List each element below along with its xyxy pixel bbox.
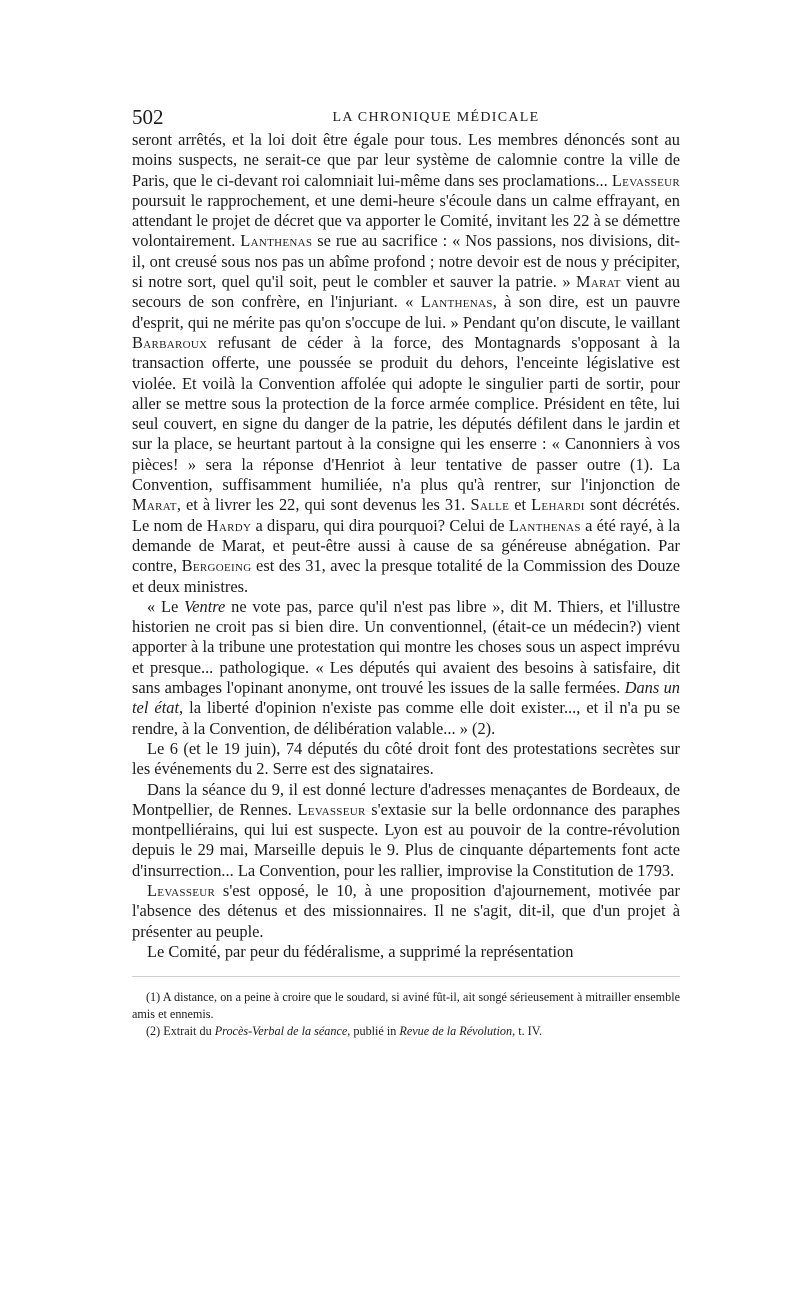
footnote-2 [132,1023,680,1040]
text-run: , et à livrer les 22, qui sont devenus les 31. [176,495,471,515]
person-name: Barbaroux [132,332,208,352]
text-run: (1) A distance, on a peine à croire que le soudard, si aviné fût-il, ait songé sérieusement à mitrailler ensemble amis et ennemis. [132,990,680,1022]
text-run: a été rayé, à la demande de Marat, et peut-être aussi à cause de sa généreuse abnégation. Par contre, [132,515,680,576]
italic-term: Procès-Verbal de la séance [214,1024,348,1039]
text-run: vient au secours de son confrère, en l'injuriant. « [132,272,680,312]
person-name: Lanthenas [240,231,313,251]
person-name: Salle [470,495,510,515]
paragraph [132,739,680,780]
running-title: LA CHRONIQUE MÉDICALE [332,110,540,125]
person-name: Levasseur [297,799,366,819]
text-run: seront arrêtés, et la loi doit être égale pour tous. Les membres dénoncés sont au moins suspects, ne serait-ce que par leur système de calomnie contre la ville de Paris, que le ci-devant roi calomniait lui-même dans ses proclamations... [132,130,680,190]
text-run: (2) Extrait du [146,1024,215,1039]
book-page [132,104,680,1040]
text-run: Le Comité, par peur du fédéralisme, a supprimé la représentation [147,941,574,961]
text-run: a disparu, qui dira pourquoi? Celui de [251,515,509,535]
text-run: refusant de céder à la force, des Montagnards s'opposant à la transaction offerte, une poussée se produit du dehors, l'enceinte législative est violée. Et voilà la Convention affolée qui adopte le singulier parti de sortir, pour aller se mettre sous la protection de la force armée complice. Président en tête, lui seul couvert, en signe du danger de la patrie, les députés défilent dans le jardin et sur la place, se heurtant partout à la consigne qui les enserre : « Canonniers à vos pièces! » sera la réponse d'Henriot à leur tentative de passer outre (1). La Convention, suffisamment humiliée, n'a plus qu'à rentrer, sur l'injonction de [132,332,680,495]
paragraph [132,597,680,739]
italic-term: Revue de la Révolution [399,1024,513,1039]
footnotes [132,989,680,1040]
person-name: Levasseur [611,170,680,190]
text-run: « Le [147,596,185,616]
text-run: et [509,495,532,515]
text-run: s'extasie sur la belle ordonnance des paraphes montpelliérains, qui lui est suspecte. Lyon est au pouvoir de la contre-révolution depuis le 29 mai, Marseille depuis le 9. Plus de cinquante départements font acte d'insurrection... La Convention, pour les rallier, improvise la Constitution de 1793. [132,799,680,880]
text-run: est des 31, avec la presque totalité de la Commission des Douze et deux ministres. [132,556,680,596]
body-text [132,130,680,962]
italic-term: Dans un tel état, [132,678,680,718]
text-run: ne vote pas, parce qu'il n'est pas libre », dit M. Thiers, et l'illustre historien ne croit pas si bien dire. Un conventionnel, (était-ce un médecin?) vient apporter à la tribune une protestation qui montre les choses sous un aspect imprévu et presque... pathologique. « Les députés qui avaient des besoins à satisfaire, dit sans ambages l'opinant anonyme, ont trouvé les issues de la salle fermées. [132,596,680,698]
paragraph [132,780,680,881]
person-name: Lehardi [531,495,585,515]
text-run: , publié in [347,1024,400,1039]
text-run: se rue au sacrifice : « Nos passions, nos divisions, dit-il, ont creusé sous nos pas un abîme profond ; notre devoir est de nous y précipiter, si notre sort, quel qu'il soit, peut le combler et sauver la patrie. » [132,231,680,292]
text-run: Le 6 (et le 19 juin), 74 députés du côté droit font des protestations secrètes sur les événements du 2. Serre est des signataires. [132,738,680,779]
paragraph [132,942,680,962]
text-run: poursuit le rapprochement, et une demi-heure s'écoule dans un calme effrayant, en attendant le projet de décret que va apporter le Comité, invitant les 22 à se démettre volontairement. [132,190,680,251]
person-name: Levasseur [147,880,216,900]
text-run: sont décrétés. Le nom de [132,495,680,535]
person-name: Lanthenas [508,515,581,535]
footnote-divider [132,976,680,977]
person-name: Bergoeing [181,556,252,576]
text-run: s'est opposé, le 10, à une proposition d'ajournement, motivée par l'absence des détenus et des missionnaires. Il ne s'agit, dit-il, que d'un projet à présenter au peuple. [132,880,680,941]
page-number: 502 [132,105,164,129]
person-name: Hardy [206,515,252,535]
footnote-1 [132,989,680,1023]
italic-term: Ventre [184,596,226,616]
person-name: Marat [132,495,177,515]
text-run: , t. IV. [512,1024,543,1039]
page-header [132,104,680,130]
paragraph [132,881,680,942]
person-name: Marat [576,272,621,292]
text-run: la liberté d'opinion n'existe pas comme elle doit exister..., et il n'a pu se rendre, à la Convention, de délibération valable... » (2). [132,698,680,738]
text-run: Dans la séance du 9, il est donné lecture d'adresses menaçantes de Bordeaux, de Montpellier, de Rennes. [132,779,680,819]
paragraph [132,130,680,597]
text-run: , à son dire, est un pauvre d'esprit, qui ne mérite pas qu'on s'occupe de lui. » Pendant qu'on discute, le vaillant [132,292,680,332]
person-name: Lanthenas [420,292,493,312]
